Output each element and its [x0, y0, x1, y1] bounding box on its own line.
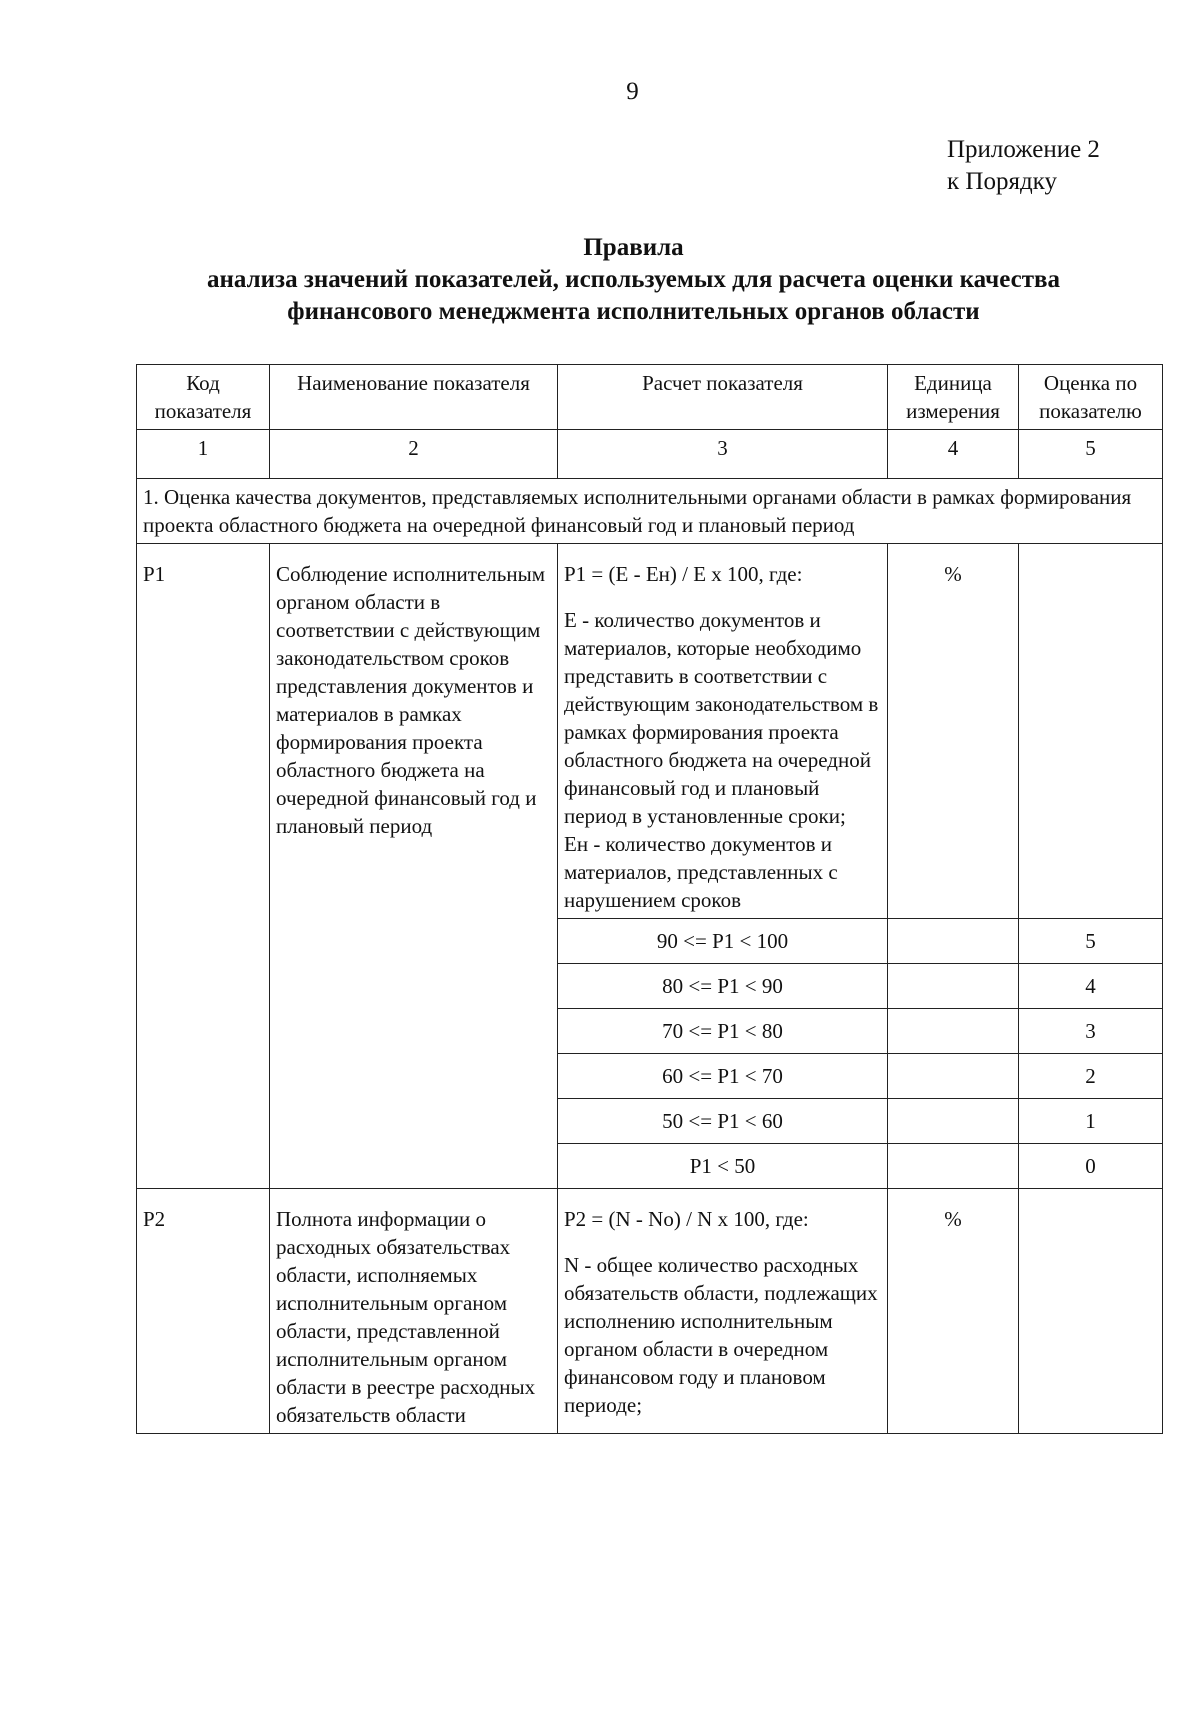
table-row-p1: [137, 544, 1163, 919]
empty-cell: [888, 1009, 1019, 1054]
p1-range-score: 1: [1019, 1099, 1163, 1144]
p1-range-score: 5: [1019, 919, 1163, 964]
column-number-row: [137, 430, 1163, 479]
p1-desc-en: Eн - количество документов и материалов, представленных с нарушением сроков: [564, 832, 838, 912]
table-row-p2: [137, 1189, 1163, 1434]
p1-range: 80 <= P1 < 90: [558, 964, 888, 1009]
empty-cell: [888, 1099, 1019, 1144]
col-number: 3: [558, 430, 888, 479]
p2-code: P2: [137, 1189, 270, 1434]
p1-range-score: 4: [1019, 964, 1163, 1009]
p1-code: P1: [137, 544, 270, 1189]
p1-desc-e: E - количество документов и материалов, которые необходимо представить в соответствии с действующим законодательством в рамках формирования проекта областного бюджета на очередной финансовый год и плановый период в установленные сроки;: [564, 608, 879, 828]
p1-range-score: 0: [1019, 1144, 1163, 1189]
p2-score-empty: [1019, 1189, 1163, 1434]
p1-range: P1 < 50: [558, 1144, 888, 1189]
p1-unit: %: [888, 544, 1019, 919]
empty-cell: [888, 964, 1019, 1009]
title-line-3: финансового менеджмента исполнительных органов области: [287, 298, 980, 325]
title-line-1: Правила: [583, 234, 684, 261]
col-number: 2: [270, 430, 558, 479]
p2-calculation: [558, 1189, 888, 1434]
document-title: [120, 232, 1147, 328]
p1-range: 50 <= P1 < 60: [558, 1099, 888, 1144]
p1-range: 60 <= P1 < 70: [558, 1054, 888, 1099]
appendix-line-1: Приложение 2: [947, 136, 1100, 163]
header-calc: Расчет показателя: [558, 365, 888, 430]
appendix-note: [947, 134, 1100, 198]
p1-name: Соблюдение исполнительным органом области в соответствии с действующим законодательством сроков представления документов и материалов в рамках формирования проекта областного бюджета на очередной финансовый год и плановый период: [270, 544, 558, 1189]
p2-name: Полнота информации о расходных обязательствах области, исполняемых исполнительным органом области, представленной исполнительным органом области в реестре расходных обязательств области: [270, 1189, 558, 1434]
col-number: 4: [888, 430, 1019, 479]
p2-desc-n: N - общее количество расходных обязательств области, подлежащих исполнению исполнительным органом области в очередном финансовом году и плановом периоде;: [564, 1253, 878, 1417]
p1-range: 70 <= P1 < 80: [558, 1009, 888, 1054]
col-number: 5: [1019, 430, 1163, 479]
p1-range: 90 <= P1 < 100: [558, 919, 888, 964]
empty-cell: [888, 1144, 1019, 1189]
section-row: [137, 479, 1163, 544]
p2-unit: %: [888, 1189, 1019, 1434]
title-line-2: анализа значений показателей, используемых для расчета оценки качества: [206, 266, 1060, 293]
indicators-table: [136, 364, 1163, 1434]
p1-calculation: [558, 544, 888, 919]
col-number: 1: [137, 430, 270, 479]
p1-range-score: 3: [1019, 1009, 1163, 1054]
header-unit: Единица измерения: [888, 365, 1019, 430]
header-name: Наименование показателя: [270, 365, 558, 430]
empty-cell: [888, 919, 1019, 964]
page-number: 9: [626, 78, 639, 105]
p1-range-score: 2: [1019, 1054, 1163, 1099]
table-header-row: [137, 365, 1163, 430]
appendix-line-2: к Порядку: [947, 168, 1057, 195]
p1-formula: P1 = (E - Eн) / E x 100, где:: [564, 562, 803, 586]
empty-cell: [888, 1054, 1019, 1099]
p2-formula: P2 = (N - No) / N x 100, где:: [564, 1207, 809, 1231]
p1-score-empty: [1019, 544, 1163, 919]
header-score: Оценка по показателю: [1019, 365, 1163, 430]
header-code: Код показателя: [137, 365, 270, 430]
section-1-title: 1. Оценка качества документов, представляемых исполнительными органами области в рамках формирования проекта областного бюджета на очередной финансовый год и плановый период: [137, 479, 1163, 544]
